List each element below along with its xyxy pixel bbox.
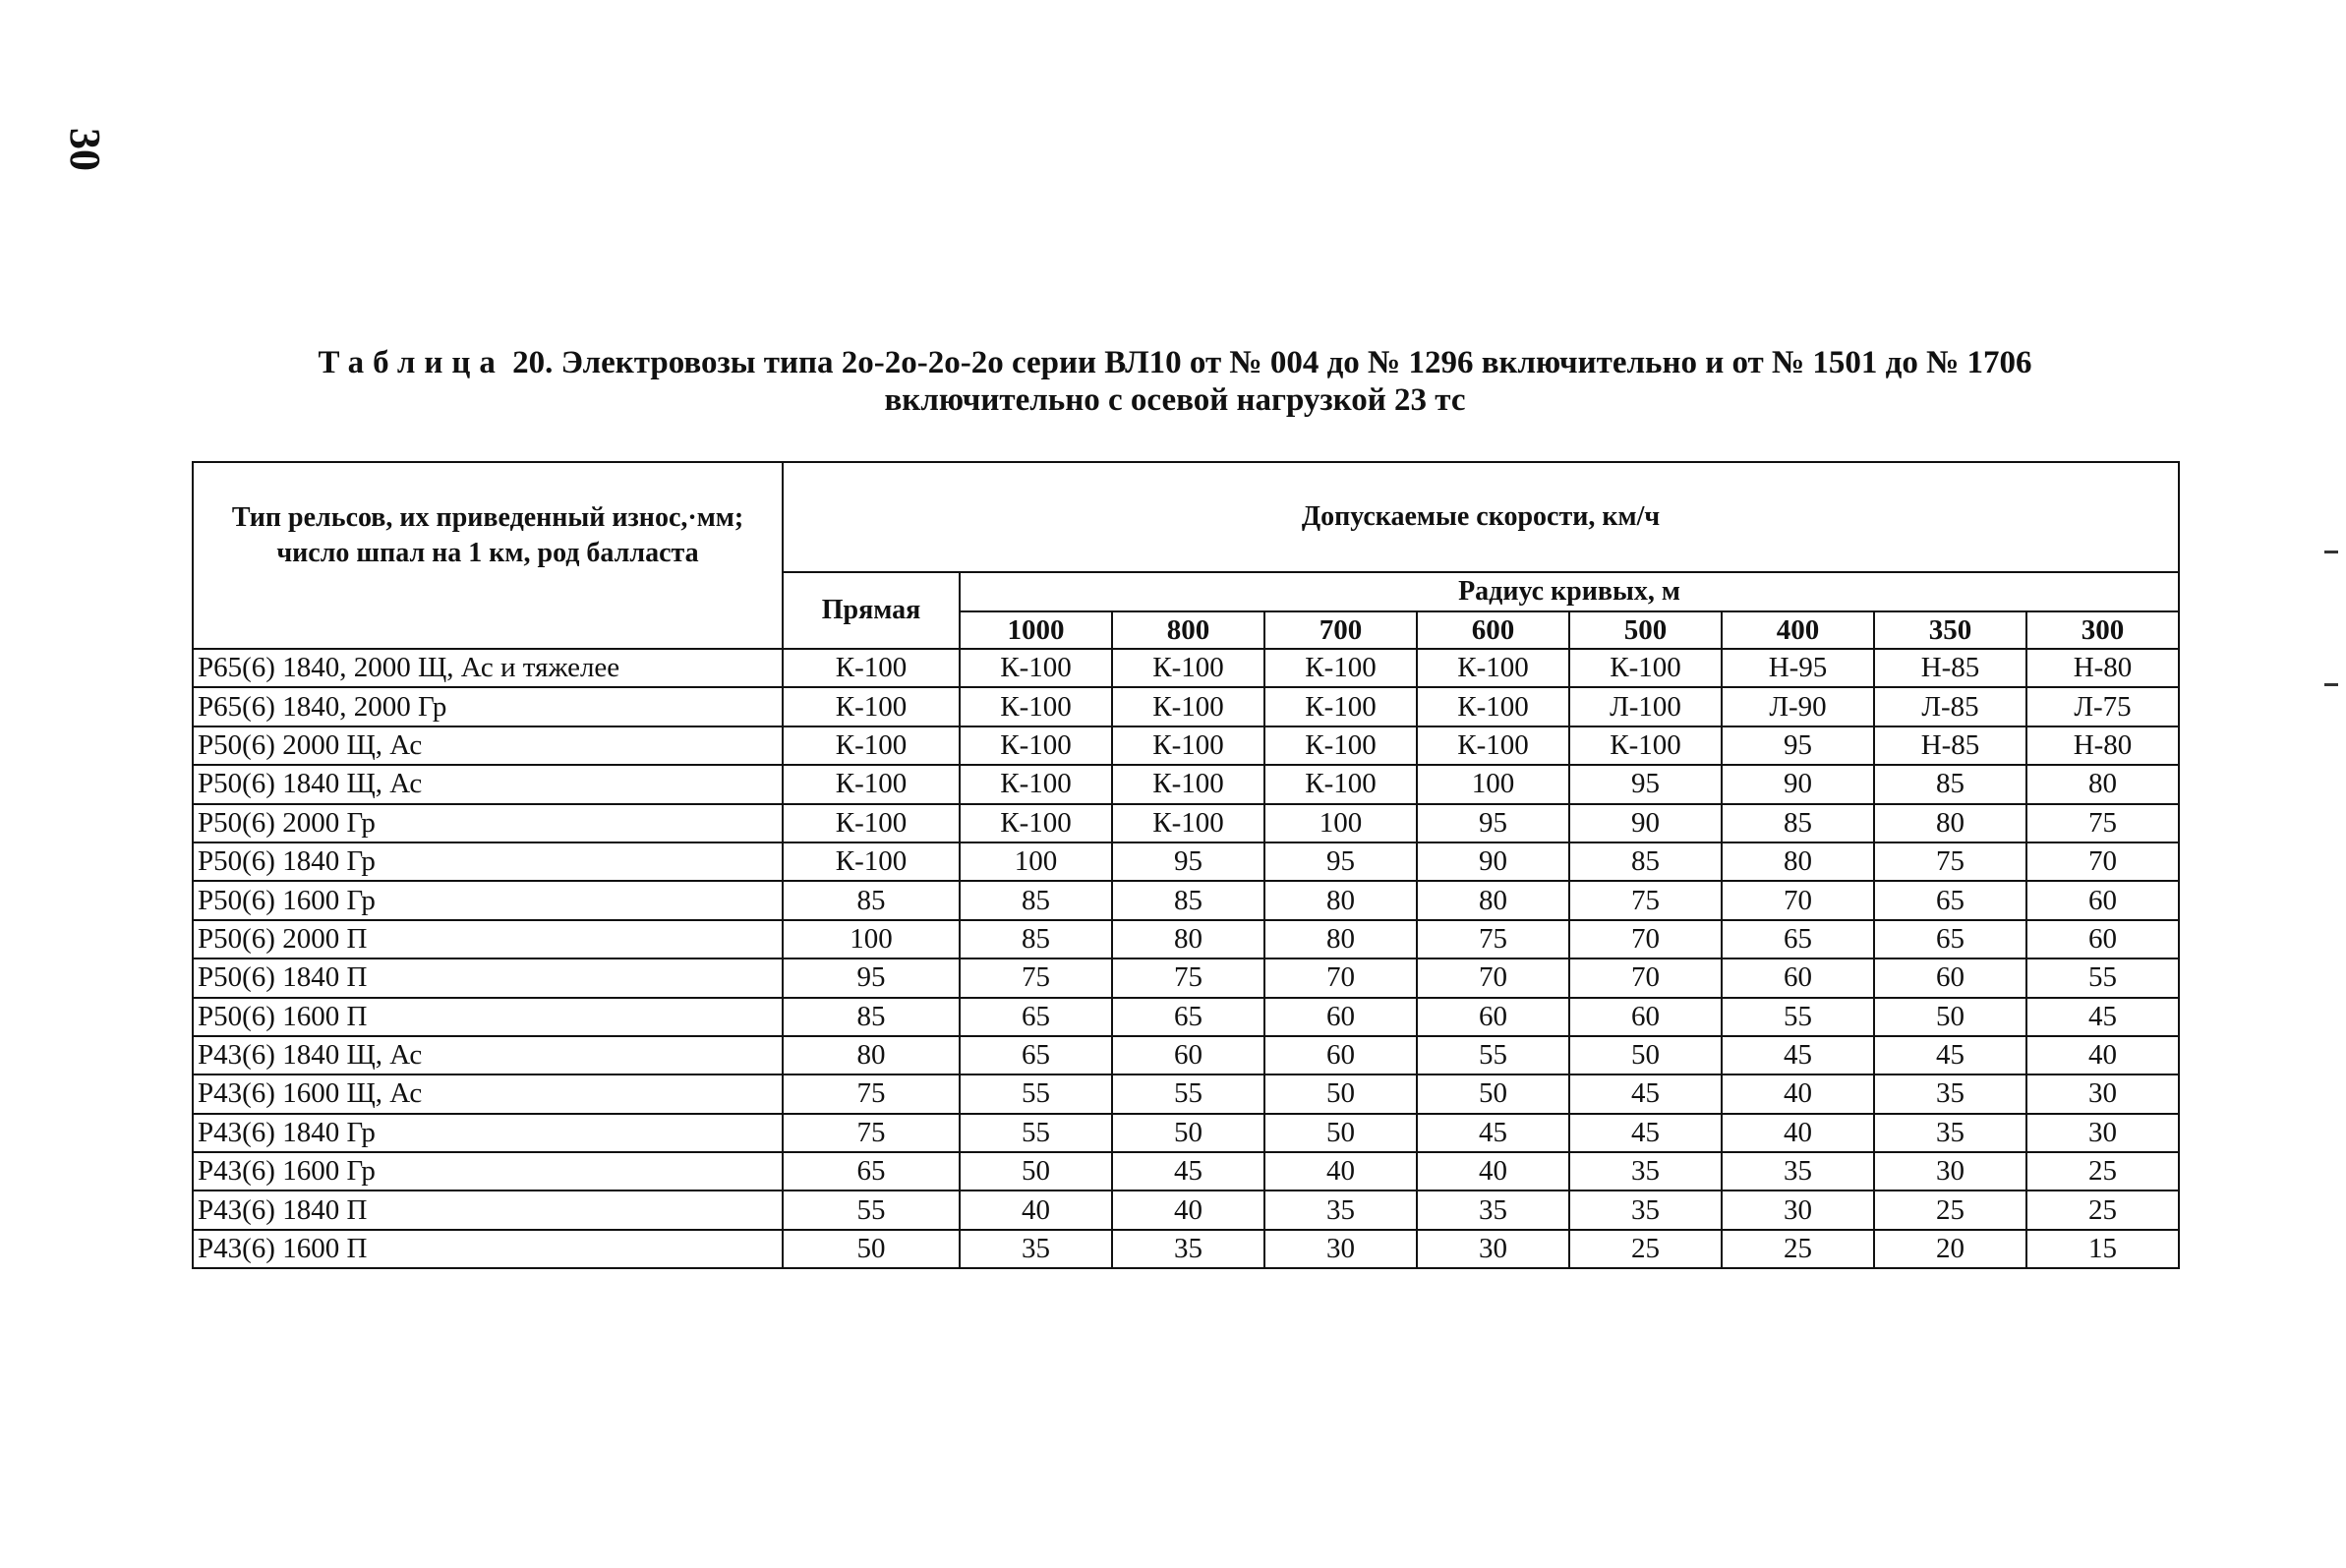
curve-speed-cell: 75 [2026,804,2179,842]
curve-speed-cell: 65 [960,998,1112,1036]
table-row [193,804,2179,842]
curve-speed-cell: 45 [1569,1114,1722,1152]
rail-type-cell: Р50(6) 1840 Гр [193,842,783,881]
curve-speed-cell: 80 [1112,920,1264,958]
curve-speed-cell: 60 [1264,998,1417,1036]
curve-speed-cell: 35 [1264,1191,1417,1229]
curve-speed-cell: 35 [1874,1114,2026,1152]
rail-type-cell: Р50(6) 2000 Щ, Ас [193,726,783,765]
curve-speed-cell: К-100 [1112,726,1264,765]
curve-speed-cell: 30 [2026,1114,2179,1152]
curve-speed-cell: К-100 [1112,804,1264,842]
curve-speed-cell: Л-85 [1874,687,2026,726]
rail-type-cell: Р43(6) 1840 Гр [193,1114,783,1152]
curve-speed-cell: 45 [1417,1114,1569,1152]
curve-speed-cell: 45 [2026,998,2179,1036]
rail-type-cell: Р43(6) 1600 Гр [193,1152,783,1191]
curve-speed-cell: 50 [1264,1114,1417,1152]
table-row [193,958,2179,997]
curve-speed-cell: 50 [1874,998,2026,1036]
curve-speed-cell: К-100 [960,687,1112,726]
table-row [193,1191,2179,1229]
curve-speed-cell: 100 [1264,804,1417,842]
curve-speed-cell: 25 [1874,1191,2026,1229]
curve-speed-cell: Л-90 [1722,687,1874,726]
curve-speed-cell: 100 [960,842,1112,881]
curve-speed-cell: 40 [1417,1152,1569,1191]
curve-speed-cell: Н-85 [1874,726,2026,765]
curve-speed-cell: Н-95 [1722,649,1874,687]
rail-type-cell: Р65(6) 1840, 2000 Гр [193,687,783,726]
radius-header-cell: 600 [1417,611,1569,649]
curve-speed-cell: К-100 [1417,726,1569,765]
table-row [193,1074,2179,1113]
rail-type-header: Тип рельсов, их приведенный износ,·мм; число шпал на 1 км, род балласта [193,462,783,649]
curve-speed-cell: 35 [1722,1152,1874,1191]
radius-header-cell: 400 [1722,611,1874,649]
curve-speed-cell: 30 [2026,1074,2179,1113]
curve-speed-cell: К-100 [960,649,1112,687]
curve-speed-cell: 25 [2026,1152,2179,1191]
straight-speed-cell: К-100 [783,842,960,881]
page-number: 30 [61,128,109,171]
table-row [193,1036,2179,1074]
curve-speed-cell: 80 [2026,765,2179,803]
curve-speed-cell: 70 [1569,958,1722,997]
curve-speed-cell: К-100 [1569,649,1722,687]
curve-speed-cell: К-100 [1569,726,1722,765]
curve-speed-cell: 65 [1112,998,1264,1036]
straight-header: Прямая [783,572,960,649]
curve-speed-cell: К-100 [960,726,1112,765]
rail-type-cell: Р43(6) 1840 Щ, Ас [193,1036,783,1074]
straight-speed-cell: 55 [783,1191,960,1229]
curve-speed-cell: 45 [1722,1036,1874,1074]
radius-header-cell: 350 [1874,611,2026,649]
title-text: 20. Электровозы типа 2о-2о-2о-2о серии ВЛ10 от № 004 до № 1296 включительно и от № 1501 до № 1706 [512,345,2032,380]
curve-speed-cell: 30 [1264,1230,1417,1268]
curve-speed-cell: 55 [1417,1036,1569,1074]
curve-speed-cell: 70 [1264,958,1417,997]
curve-speed-cell: 75 [1112,958,1264,997]
curve-speed-cell: 80 [1264,881,1417,919]
straight-speed-cell: К-100 [783,649,960,687]
curve-speed-cell: Л-100 [1569,687,1722,726]
curve-speed-cell: 80 [1417,881,1569,919]
rail-type-cell: Р43(6) 1600 П [193,1230,783,1268]
table-row [193,842,2179,881]
rail-type-cell: Р50(6) 2000 Гр [193,804,783,842]
radius-header-cell: 800 [1112,611,1264,649]
curve-speed-cell: 55 [2026,958,2179,997]
curve-speed-cell: 90 [1417,842,1569,881]
curve-speed-cell: 85 [1569,842,1722,881]
straight-speed-cell: 65 [783,1152,960,1191]
curve-speed-cell: 50 [1112,1114,1264,1152]
curve-speed-cell: 40 [1722,1114,1874,1152]
curve-speed-cell: 45 [1112,1152,1264,1191]
curve-speed-cell: 25 [1569,1230,1722,1268]
table-row [193,765,2179,803]
curve-speed-cell: 30 [1722,1191,1874,1229]
curve-speed-cell: К-100 [1112,687,1264,726]
straight-speed-cell: К-100 [783,687,960,726]
title-line-2: включительно с осевой нагрузкой 23 тс [884,382,1466,418]
curve-speed-cell: 55 [960,1114,1112,1152]
table-row [193,920,2179,958]
curve-speed-cell: 95 [1417,804,1569,842]
table-row [193,687,2179,726]
table-row [193,649,2179,687]
straight-speed-cell: К-100 [783,804,960,842]
curve-speed-cell: 60 [1417,998,1569,1036]
curve-speed-cell: 80 [1874,804,2026,842]
curve-speed-cell: 70 [1569,920,1722,958]
rail-type-cell: Р43(6) 1600 Щ, Ас [193,1074,783,1113]
curve-speed-cell: 20 [1874,1230,2026,1268]
straight-speed-cell: 50 [783,1230,960,1268]
table-body [193,649,2179,1268]
curve-speed-cell: К-100 [1264,765,1417,803]
straight-speed-cell: К-100 [783,726,960,765]
curve-speed-cell: 35 [1569,1152,1722,1191]
curve-speed-cell: К-100 [960,765,1112,803]
curve-speed-cell: 65 [960,1036,1112,1074]
table-row [193,1152,2179,1191]
curve-speed-cell: 25 [2026,1191,2179,1229]
straight-speed-cell: 100 [783,920,960,958]
curve-speed-cell: 85 [1112,881,1264,919]
curve-speed-cell: 75 [1417,920,1569,958]
curve-speed-cell: 70 [2026,842,2179,881]
curve-speed-cell: 65 [1722,920,1874,958]
curve-speed-cell: 95 [1722,726,1874,765]
curve-speed-cell: 80 [1264,920,1417,958]
curve-speed-cell: 40 [1264,1152,1417,1191]
curve-speed-cell: 85 [1874,765,2026,803]
title-line-1 [192,344,2158,381]
curve-speed-cell: 40 [960,1191,1112,1229]
curve-speed-cell: Н-80 [2026,726,2179,765]
curve-speed-cell: 65 [1874,920,2026,958]
rail-type-cell: Р50(6) 1840 Щ, Ас [193,765,783,803]
curve-speed-cell: Н-85 [1874,649,2026,687]
straight-speed-cell: 85 [783,998,960,1036]
curve-speed-cell: 70 [1722,881,1874,919]
speed-table [192,461,2180,1269]
straight-speed-cell: 95 [783,958,960,997]
radius-header-cell: 1000 [960,611,1112,649]
table-title [192,344,2158,419]
edge-mark [2324,683,2338,686]
curve-speed-cell: 60 [2026,881,2179,919]
edge-mark [2324,551,2338,553]
curve-speed-cell: 30 [1874,1152,2026,1191]
curve-speed-cell: 100 [1417,765,1569,803]
curve-speed-cell: 60 [1874,958,2026,997]
straight-speed-cell: 85 [783,881,960,919]
straight-speed-cell: 80 [783,1036,960,1074]
curve-speed-cell: 85 [1722,804,1874,842]
speed-table-container [192,461,2178,1269]
curve-speed-cell: 85 [960,881,1112,919]
curve-speed-cell: 95 [1569,765,1722,803]
title-label: Таблица [318,345,504,380]
curve-speed-cell: 35 [1874,1074,2026,1113]
table-row [193,1114,2179,1152]
curve-speed-cell: К-100 [1112,765,1264,803]
curve-speed-cell: 55 [960,1074,1112,1113]
table-row [193,998,2179,1036]
curve-speed-cell: 60 [1112,1036,1264,1074]
table-row [193,881,2179,919]
curve-speed-cell: 35 [1569,1191,1722,1229]
curve-speed-cell: 75 [1874,842,2026,881]
straight-speed-cell: 75 [783,1074,960,1113]
curve-speed-cell: 60 [1264,1036,1417,1074]
curve-speed-cell: 85 [960,920,1112,958]
curve-speed-cell: 50 [960,1152,1112,1191]
curve-speed-cell: К-100 [1112,649,1264,687]
rail-type-cell: Р50(6) 1840 П [193,958,783,997]
curve-speed-cell: 60 [1569,998,1722,1036]
curve-speed-cell: 30 [1417,1230,1569,1268]
curve-speed-cell: К-100 [1417,687,1569,726]
allowed-speeds-header: Допускаемые скорости, км/ч [783,462,2179,572]
curve-speed-cell: 35 [1112,1230,1264,1268]
curve-speed-cell: 75 [1569,881,1722,919]
curve-speed-cell: 45 [1569,1074,1722,1113]
curve-speed-cell: 40 [1112,1191,1264,1229]
curve-speed-cell: 65 [1874,881,2026,919]
curve-speed-cell: 50 [1417,1074,1569,1113]
radius-header-cell: 700 [1264,611,1417,649]
curve-speed-cell: 75 [960,958,1112,997]
table-row [193,726,2179,765]
curve-speed-cell: 95 [1264,842,1417,881]
rail-type-cell: Р65(6) 1840, 2000 Щ, Ас и тяжелее [193,649,783,687]
radius-header-cell: 500 [1569,611,1722,649]
curve-speed-cell: 60 [1722,958,1874,997]
curve-speed-cell: К-100 [1264,687,1417,726]
curve-speed-cell: 60 [2026,920,2179,958]
curve-speed-cell: 40 [1722,1074,1874,1113]
rail-type-cell: Р50(6) 1600 П [193,998,783,1036]
curve-speed-cell: К-100 [960,804,1112,842]
curve-speed-cell: Л-75 [2026,687,2179,726]
straight-speed-cell: К-100 [783,765,960,803]
curve-speed-cell: 25 [1722,1230,1874,1268]
rail-type-cell: Р50(6) 2000 П [193,920,783,958]
curve-speed-cell: 35 [1417,1191,1569,1229]
curve-speed-cell: 90 [1722,765,1874,803]
curve-speed-cell: 95 [1112,842,1264,881]
rail-type-cell: Р43(6) 1840 П [193,1191,783,1229]
curve-speed-cell: К-100 [1417,649,1569,687]
curve-speed-cell: 45 [1874,1036,2026,1074]
curve-speed-cell: 40 [2026,1036,2179,1074]
table-row [193,1230,2179,1268]
curve-speed-cell: Н-80 [2026,649,2179,687]
curve-speed-cell: 50 [1569,1036,1722,1074]
curve-speed-cell: 80 [1722,842,1874,881]
curve-speed-cell: К-100 [1264,726,1417,765]
curve-speed-cell: К-100 [1264,649,1417,687]
curve-speed-cell: 90 [1569,804,1722,842]
curve-speed-cell: 55 [1112,1074,1264,1113]
curve-speed-cell: 15 [2026,1230,2179,1268]
curve-speed-cell: 35 [960,1230,1112,1268]
rail-type-cell: Р50(6) 1600 Гр [193,881,783,919]
curve-speed-cell: 55 [1722,998,1874,1036]
curve-radius-header: Радиус кривых, м [960,572,2179,611]
straight-speed-cell: 75 [783,1114,960,1152]
radius-header-cell: 300 [2026,611,2179,649]
curve-speed-cell: 70 [1417,958,1569,997]
curve-speed-cell: 50 [1264,1074,1417,1113]
